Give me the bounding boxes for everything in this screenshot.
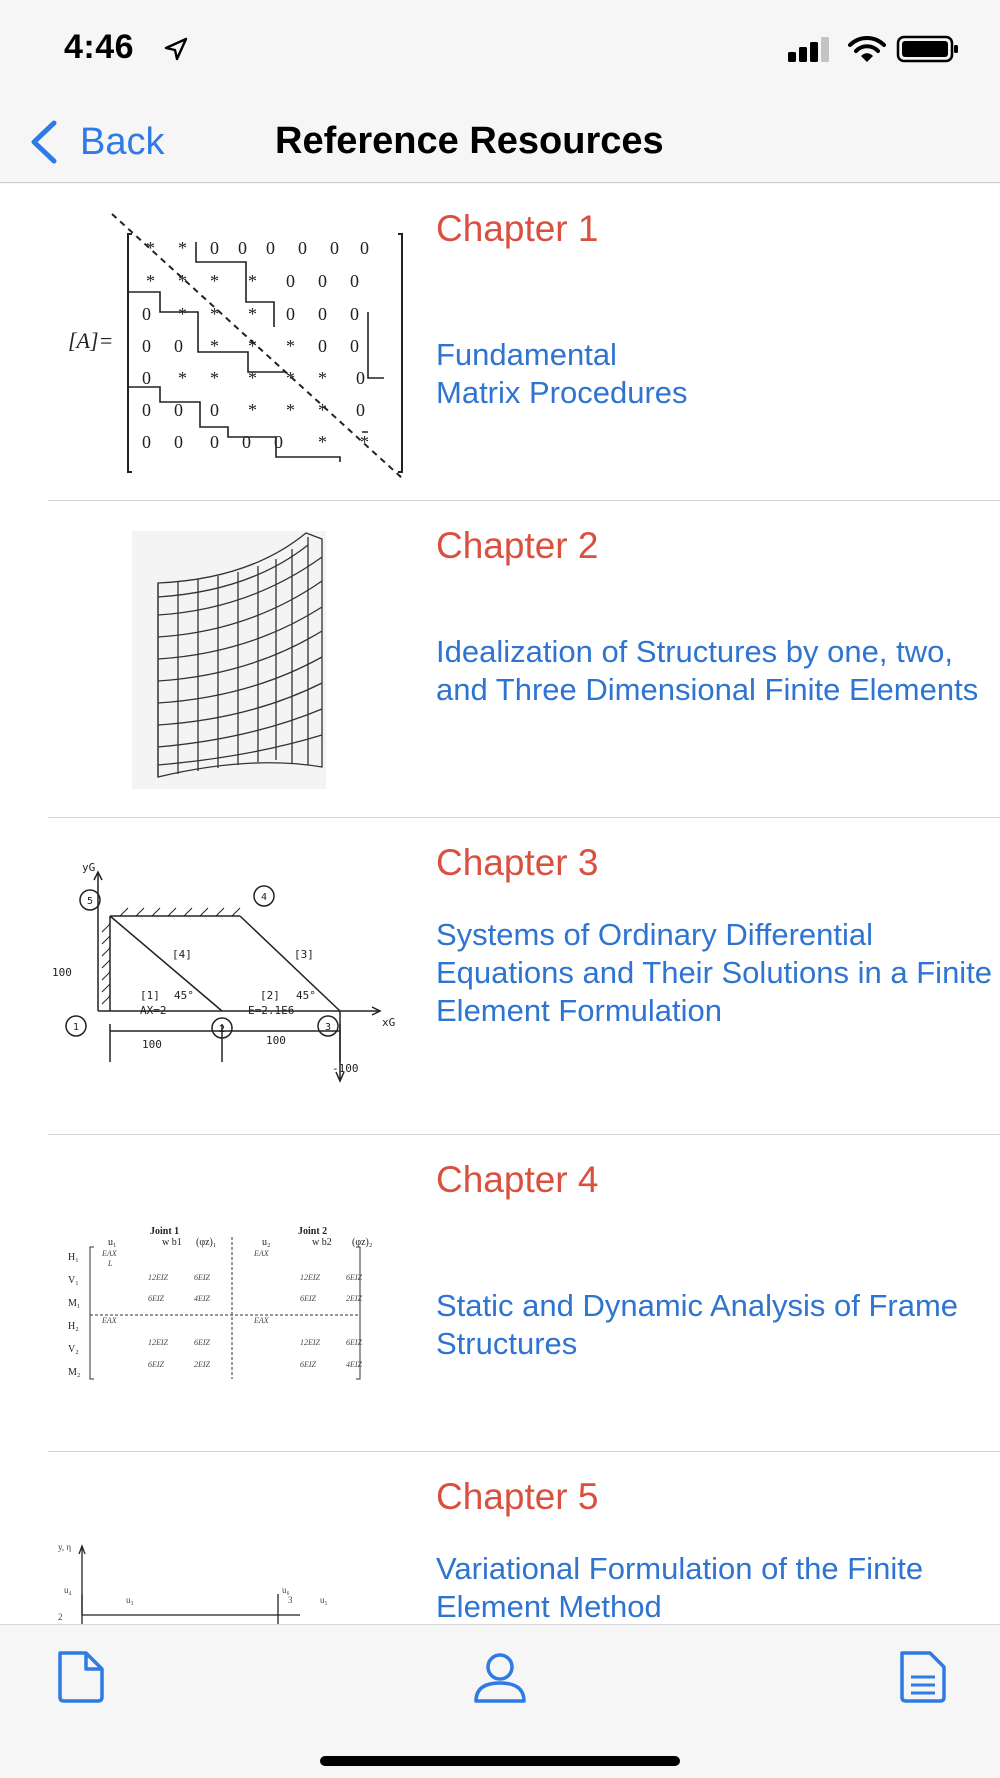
svg-text:12EIZ: 12EIZ <box>148 1273 168 1282</box>
svg-text:*: * <box>248 304 257 324</box>
svg-text:*: * <box>210 304 219 324</box>
svg-text:*: * <box>178 304 187 324</box>
svg-text:w b1: w b1 <box>162 1237 182 1248</box>
svg-text:[2]: [2] <box>260 989 280 1002</box>
chapter-row-2[interactable] <box>0 501 1000 818</box>
svg-text:*: * <box>286 336 295 356</box>
svg-text:[1]: [1] <box>140 989 160 1002</box>
page-title: Reference Resources <box>275 120 664 162</box>
svg-text:*: * <box>210 368 219 388</box>
battery-icon <box>896 34 960 64</box>
matrix-diagram-thumbnail <box>50 202 410 482</box>
svg-text:EAX: EAX <box>254 1249 269 1258</box>
svg-text:6EIZ: 6EIZ <box>194 1273 210 1282</box>
svg-text:*: * <box>178 238 187 258</box>
svg-text:6EIZ: 6EIZ <box>148 1294 164 1303</box>
svg-text:w b2: w b2 <box>312 1237 332 1248</box>
tab-bar <box>0 1624 1000 1778</box>
svg-text:*: * <box>318 432 327 452</box>
svg-text:0: 0 <box>318 304 327 324</box>
svg-text:3: 3 <box>324 1022 332 1033</box>
svg-text:(φz)₂: (φz)₂ <box>352 1237 373 1248</box>
svg-text:0: 0 <box>330 238 339 258</box>
svg-text:u₅: u₅ <box>320 1595 328 1605</box>
wifi-icon <box>848 34 886 64</box>
svg-text:2EIZ: 2EIZ <box>346 1294 362 1303</box>
svg-text:12EIZ: 12EIZ <box>300 1273 320 1282</box>
svg-text:0: 0 <box>356 400 365 420</box>
svg-text:6EIZ: 6EIZ <box>300 1360 316 1369</box>
svg-text:0: 0 <box>174 400 183 420</box>
svg-text:45°: 45° <box>296 989 316 1002</box>
svg-text:2EIZ: 2EIZ <box>194 1360 210 1369</box>
svg-text:[4]: [4] <box>172 948 192 961</box>
location-arrow-icon <box>163 36 189 62</box>
svg-text:0: 0 <box>242 432 251 452</box>
svg-text:V₂: V₂ <box>68 1344 79 1355</box>
svg-text:0: 0 <box>142 432 151 452</box>
svg-text:-100: -100 <box>332 1062 359 1075</box>
svg-text:100: 100 <box>142 1038 162 1051</box>
cellular-signal-icon <box>786 36 834 62</box>
svg-text:0: 0 <box>274 432 283 452</box>
svg-text:100: 100 <box>52 966 72 979</box>
shell-mesh-thumbnail <box>50 519 410 799</box>
svg-text:0: 0 <box>318 271 327 291</box>
chapter-label: Chapter 5 <box>436 1476 599 1517</box>
svg-text:0: 0 <box>238 238 247 258</box>
chapter-row-1[interactable] <box>0 184 1000 501</box>
back-button[interactable] <box>28 118 164 166</box>
svg-text:Joint 2: Joint 2 <box>298 1226 328 1237</box>
svg-text:E=2.1E6: E=2.1E6 <box>248 1004 295 1017</box>
svg-text:0: 0 <box>350 271 359 291</box>
svg-text:*: * <box>146 238 155 258</box>
chapter-title: Systems of Ordinary Differential Equations and Their Solutions in a Finite Element Formulation <box>436 917 993 1028</box>
svg-text:*: * <box>248 400 257 420</box>
svg-text:2: 2 <box>58 1612 63 1622</box>
svg-text:1: 1 <box>72 1022 80 1033</box>
chapter-row-5[interactable] <box>0 1452 1000 1624</box>
svg-text:u₂: u₂ <box>262 1237 271 1248</box>
svg-text:*: * <box>178 368 187 388</box>
svg-text:6EIZ: 6EIZ <box>300 1294 316 1303</box>
svg-text:4: 4 <box>260 892 268 903</box>
svg-text:*: * <box>146 271 155 291</box>
svg-text:*: * <box>286 368 295 388</box>
chapter-title: Fundamental Matrix Procedures <box>436 337 688 410</box>
truss-diagram-thumbnail <box>50 836 410 1116</box>
svg-text:u₃: u₃ <box>126 1595 134 1605</box>
svg-text:M₂: M₂ <box>68 1367 81 1378</box>
svg-text:0: 0 <box>298 238 307 258</box>
svg-text:M₁: M₁ <box>68 1298 81 1309</box>
chapter-row-3[interactable] <box>0 818 1000 1135</box>
svg-text:*: * <box>248 271 257 291</box>
status-bar <box>0 0 1000 100</box>
notes-icon[interactable] <box>892 1647 952 1707</box>
svg-text:*: * <box>178 271 187 291</box>
svg-text:12EIZ: 12EIZ <box>300 1338 320 1347</box>
chapter-title: Variational Formulation of the Finite Element Method <box>436 1551 924 1624</box>
chapter-label: Chapter 3 <box>436 842 599 883</box>
svg-text:0: 0 <box>174 336 183 356</box>
svg-text:EAX: EAX <box>102 1316 117 1325</box>
chapter-label: Chapter 4 <box>436 1159 599 1200</box>
svg-text:0: 0 <box>286 304 295 324</box>
svg-text:*: * <box>360 432 369 452</box>
chevron-left-icon <box>28 119 60 165</box>
svg-text:yG: yG <box>82 861 96 874</box>
svg-text:0: 0 <box>350 304 359 324</box>
svg-text:0: 0 <box>210 238 219 258</box>
svg-text:12EIZ: 12EIZ <box>148 1338 168 1347</box>
navigation-bar <box>0 100 1000 183</box>
svg-text:5: 5 <box>86 896 94 907</box>
chapter-label: Chapter 1 <box>436 208 599 249</box>
svg-text:4EIZ: 4EIZ <box>194 1294 210 1303</box>
svg-text:*: * <box>210 336 219 356</box>
svg-text:0: 0 <box>142 336 151 356</box>
svg-text:0: 0 <box>142 368 151 388</box>
svg-text:*: * <box>248 368 257 388</box>
svg-text:0: 0 <box>286 271 295 291</box>
svg-text:0: 0 <box>356 368 365 388</box>
svg-text:V₁: V₁ <box>68 1275 79 1286</box>
svg-text:*: * <box>318 400 327 420</box>
svg-text:u₄: u₄ <box>64 1585 72 1595</box>
svg-text:H₂: H₂ <box>68 1321 79 1332</box>
svg-text:0: 0 <box>350 336 359 356</box>
svg-text:y, η: y, η <box>58 1542 72 1552</box>
stiffness-matrix-thumbnail <box>50 1153 410 1433</box>
svg-text:*: * <box>210 271 219 291</box>
svg-text:u₆: u₆ <box>282 1585 290 1595</box>
svg-text:0: 0 <box>318 336 327 356</box>
svg-text:4EIZ: 4EIZ <box>346 1360 362 1369</box>
svg-text:Joint 1: Joint 1 <box>150 1226 180 1237</box>
svg-text:0: 0 <box>210 432 219 452</box>
svg-text:0: 0 <box>142 400 151 420</box>
svg-text:2: 2 <box>218 1024 226 1035</box>
svg-text:0: 0 <box>266 238 275 258</box>
svg-text:*: * <box>318 368 327 388</box>
svg-text:0: 0 <box>142 304 151 324</box>
document-icon[interactable] <box>50 1647 110 1707</box>
svg-text:*: * <box>248 336 257 356</box>
svg-text:6EIZ: 6EIZ <box>346 1338 362 1347</box>
svg-text:6EIZ: 6EIZ <box>346 1273 362 1282</box>
svg-text:AX=2: AX=2 <box>140 1004 167 1017</box>
home-indicator[interactable] <box>320 1756 680 1766</box>
svg-text:u₁: u₁ <box>108 1237 117 1248</box>
svg-text:xG: xG <box>382 1016 396 1029</box>
person-icon[interactable] <box>470 1647 530 1707</box>
svg-text:EAX: EAX <box>102 1249 117 1258</box>
chapter-label: Chapter 2 <box>436 525 599 566</box>
chapter-title: Idealization of Structures by one, two, and Three Dimensional Finite Elements <box>436 634 979 707</box>
svg-text:6EIZ: 6EIZ <box>194 1338 210 1347</box>
svg-text:6EIZ: 6EIZ <box>148 1360 164 1369</box>
svg-text:100: 100 <box>266 1034 286 1047</box>
svg-text:[A]=: [A]= <box>68 328 114 353</box>
svg-text:45°: 45° <box>174 989 194 1002</box>
back-label: Back <box>80 120 165 163</box>
svg-text:L: L <box>108 1259 113 1268</box>
svg-text:0: 0 <box>360 238 369 258</box>
svg-text:0: 0 <box>210 400 219 420</box>
svg-text:(φz)₁: (φz)₁ <box>196 1237 217 1248</box>
svg-text:H₁: H₁ <box>68 1252 79 1263</box>
chapter-list <box>0 184 1000 1624</box>
chapter-title: Static and Dynamic Analysis of Frame Structures <box>436 1288 959 1361</box>
chapter-row-4[interactable] <box>0 1135 1000 1452</box>
svg-text:*: * <box>286 400 295 420</box>
svg-text:[3]: [3] <box>294 948 314 961</box>
svg-text:EAX: EAX <box>254 1316 269 1325</box>
svg-text:3: 3 <box>288 1595 293 1605</box>
svg-text:0: 0 <box>174 432 183 452</box>
plate-element-thumbnail <box>50 1470 410 1624</box>
status-time: 4:46 <box>64 28 135 66</box>
